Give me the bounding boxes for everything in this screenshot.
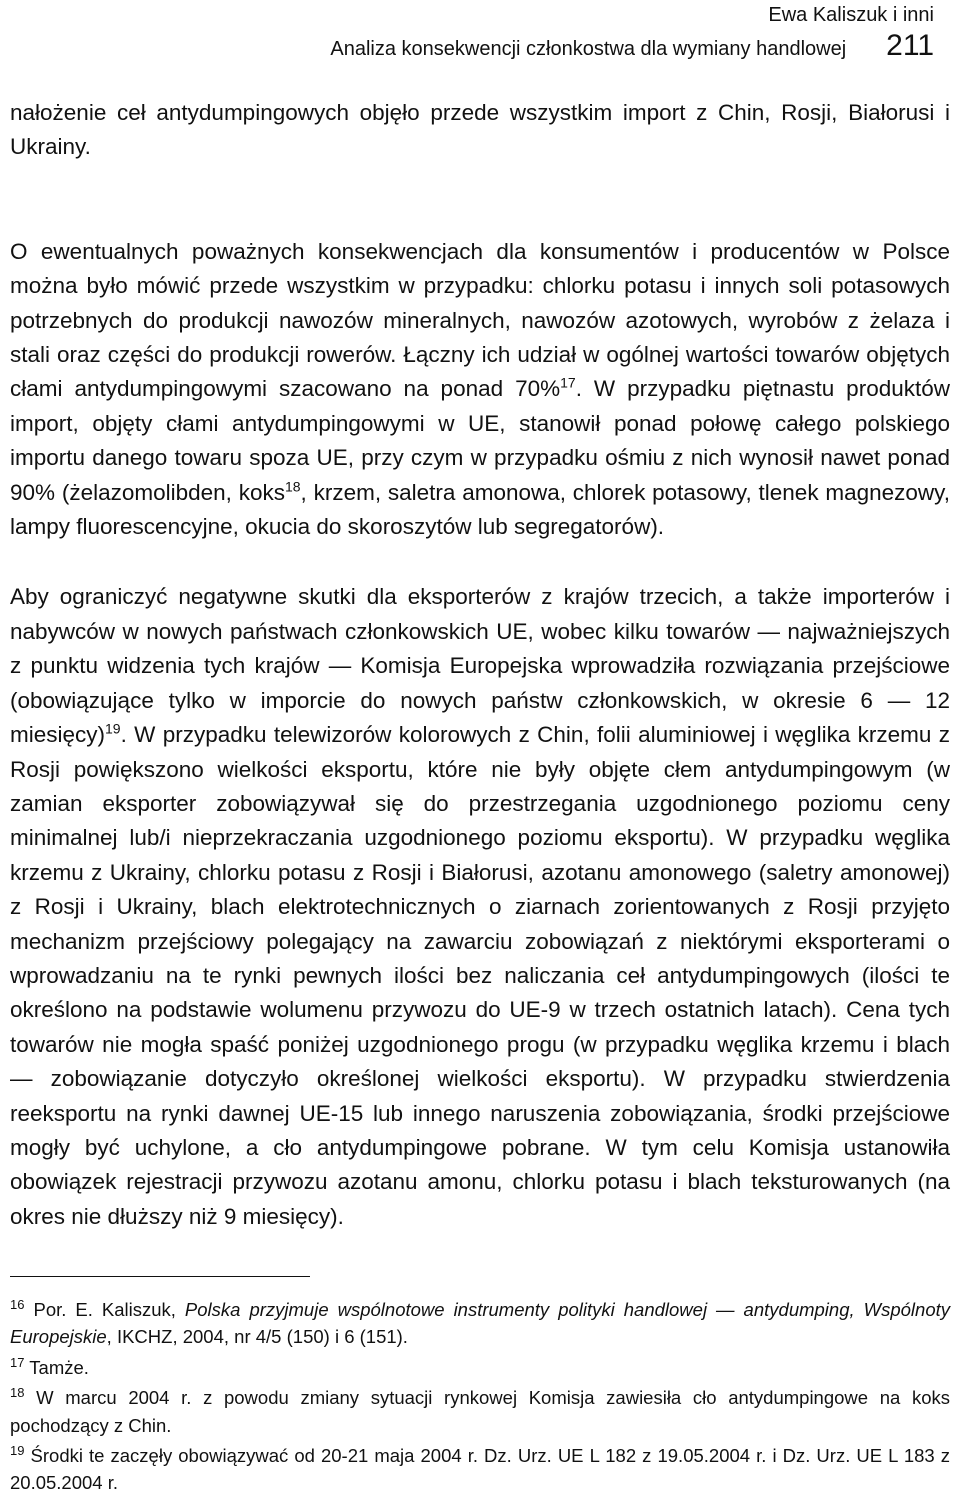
footnote-number: 18 <box>10 1385 25 1401</box>
footnote-number: 17 <box>10 1354 25 1370</box>
footnote-16 <box>10 1296 950 1351</box>
footnote-number: 19 <box>10 1442 25 1458</box>
footnote-19 <box>10 1442 950 1497</box>
paragraph-2 <box>10 235 950 545</box>
footnote-18 <box>10 1384 950 1439</box>
paragraph-text: nałożenie ceł antydumpingowych objęło przede wszystkim import z Chin, Rosji, Białorusi i Ukrainy. <box>10 100 950 160</box>
footnote-ref-18[interactable]: 18 <box>284 478 301 495</box>
footnote-text: Tamże. <box>29 1356 89 1378</box>
paragraph-text: . W przypadku telewizorów kolorowych z Chin, folii aluminiowej i węglika krzemu z Rosji powiększono wielkości eksportu, które nie były objęte cłem antydumpingowym (w zamian eksporter zobowiązywał się do przestrzegania uzgodnionego poziomu ceny minimalnej lub/i nieprzekraczania uzgodnionego poziomu eksportu). W przypadku węglika krzemu z Ukrainy, chlorku potasu z Rosji i Białorusi, azotanu amonowego (saletry amonowej) z Rosji i Ukrainy, blach elektrotechnicznych o ziarnach zorientowanych z Rosji przyjęto mechanizm przejściowy polegający na zawarciu zobowiązań z niektórymi eksporterami o wprowadzaniu na te rynki pewnych ilości bez naliczania ceł antydumpingowych (ilości te określono na podstawie wolumenu przywozu do UE-9 w trzech ostatnich latach). Cena tych towarów nie mogła spaść poniżej uzgodnionego progu (w przypadku węglika krzemu i blach — zobowiązanie dotyczyło określonej wielkości eksportu). W przypadku stwierdzenia reeksportu na rynki dawnej UE-15 lub innego naruszenia zobowiązania, środki przejściowe mogły być uchylone, a cło antydumpingowe pobrane. W tym celu Komisja ustanowiła obowiązek rejestracji przywozu azotanu amonu, chlorku potasu i blach teksturowanych (na okres nie dłuższy niż 9 miesięcy). <box>10 722 950 1229</box>
page-number: 211 <box>886 29 934 62</box>
paragraph-text: O ewentualnych poważnych konsekwencjach dla konsumentów i producentów w Polsce można było mówić przede wszystkim w przypadku: chlorku potasu i innych soli potasowych potrzebnych do produkcji nawozów mineralnych, nawozów azotowych, wyrobów z żelaza i stali oraz części do produkcji rowerów. Łączny ich udział w ogólnej wartości towarów objętych cłami antydumpingowymi szacowano na ponad 70% <box>10 238 950 402</box>
footnote-text: Środki te zaczęły obowiązywać od 20-21 maja 2004 r. Dz. Urz. UE L 182 z 19.05.2004 r. i Dz. Urz. UE L 183 z 20.05.2004 r. <box>10 1445 950 1494</box>
header-author: Ewa Kaliszuk i inni <box>768 4 934 26</box>
header-row <box>314 28 934 64</box>
header-title: Analiza konsekwencji członkostwa dla wymiany handlowej <box>330 38 847 60</box>
paragraph-text: , krzem, saletra amonowa, chlorek potasowy, tlenek magnezowy, lampy fluorescencyjne, okucia do skoroszytów lub segregatorów). <box>10 479 951 540</box>
footnote-text: , IKCHZ, 2004, nr 4/5 (150) i 6 (151). <box>106 1326 408 1348</box>
footnote-italic-title: Polska przyjmuje wspólnotowe instrumenty polityki handlowej — antydumping, Wspólnoty Europejskie <box>10 1299 951 1348</box>
footnote-text: W marcu 2004 r. z powodu zmiany sytuacji rynkowej Komisja zawiesiła cło antydumpingowe na koks pochodzący z Chin. <box>10 1387 950 1436</box>
paragraph-gap <box>10 544 950 580</box>
paragraph-text: Aby ograniczyć negatywne skutki dla eksporterów z krajów trzecich, a także importerów i nabywców w nowych państwach członkowskich UE, wobec kilku towarów — najważniejszych z punktu widzenia tych krajów — Komisja Europejska wprowadziła rozwiązania przejściowe (obowiązujące tylko w imporcie do nowych państw członkowskich, w okresie 6 — 12 miesięcy) <box>10 584 950 748</box>
paragraph-3 <box>10 580 950 1234</box>
footnote-number: 16 <box>10 1296 25 1312</box>
running-header <box>314 0 934 64</box>
footnote-17 <box>10 1354 950 1381</box>
footnotes <box>10 1296 950 1500</box>
footnote-divider <box>10 1276 310 1277</box>
footnote-ref-17[interactable]: 17 <box>560 374 576 391</box>
paragraph-text: . W przypadku piętnastu produktów import, objęty cłami antydumpingowymi w UE, stanowił ponad połowę całego polskiego importu danego towaru spoza UE, przy czym w przypadku ośmiu z nich wynosił nawet ponad 90% (żelazomolibden, koks <box>10 376 950 505</box>
main-text <box>10 96 950 1234</box>
paragraph-gap <box>10 165 950 235</box>
paragraph-1 <box>10 96 950 165</box>
footnote-ref-19[interactable]: 19 <box>105 720 121 737</box>
footnote-text: Por. E. Kaliszuk, <box>33 1299 185 1320</box>
